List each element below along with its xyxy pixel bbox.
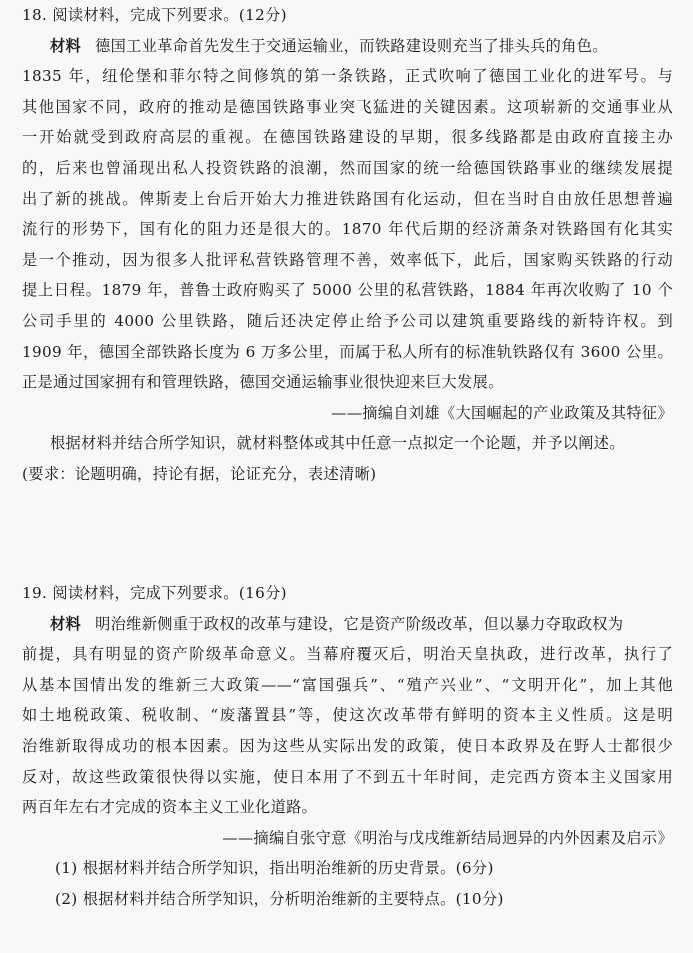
q18-text-line: 流行的形势下，国有化的阻力还是很大的。1870 年代后期的经济萧条对铁路国有化其实 [22, 220, 673, 239]
q18-source-citation: ——摘编自刘雄《大国崛起的产业政策及其特征》 [331, 403, 673, 422]
q19-text-line: 两百年左右才完成的资本主义工业化道路。 [22, 798, 318, 817]
q19-header: 19. 阅读材料，完成下列要求。(16分) [22, 584, 287, 602]
q19-material-first-line [22, 609, 673, 640]
q18-requirement: (要求：论题明确，持论有据，论证充分，表述清晰) [22, 464, 377, 483]
material-label: 材料 [50, 614, 82, 633]
q19-text-line: 明治维新侧重于政权的改革与建设，它是资产阶级改革，但以暴力夺取政权为 [95, 614, 624, 633]
question-19 [22, 578, 673, 915]
q19-text-line: 治维新取得成功的根本因素。因为这些从实际出发的政策，使日本政界及在野人士都很少 [22, 736, 673, 755]
q18-text-line: 其他国家不同，政府的推动是德国铁路事业突飞猛进的关键因素。这项崭新的交通事业从 [22, 97, 673, 116]
q19-text-line: 从基本国情出发的维新三大政策——“富国强兵”、“殖产兴业”、“文明开化”，加上其他 [22, 675, 673, 694]
q19-subquestion-2: (2) 根据材料并结合所学知识，分析明治维新的主要特点。(10分) [55, 889, 504, 908]
q18-text-line: 1835 年，纽伦堡和菲尔特之间修筑的第一条铁路，正式吹响了德国工业化的进军号。与 [22, 67, 673, 86]
q18-text-line: 正是通过国家拥有和管理铁路，德国交通运输事业很快迎来巨大发展。 [22, 373, 504, 392]
material-label: 材料 [50, 36, 82, 55]
q19-text-line: 反对，故这些政策很快得以实施，使日本用了不到五十年时间，走完西方资本主义国家用 [22, 767, 673, 786]
question-18 [22, 0, 673, 490]
q18-text-line: 出了新的挑战。俾斯麦上台后开始大力推进铁路国有化运动，但在当时自由放任思想普遍 [22, 189, 673, 208]
q19-subquestion-1: (1) 根据材料并结合所学知识，指出明治维新的历史背景。(6分) [55, 859, 494, 878]
q18-material-first-line [22, 31, 673, 62]
q18-text-line: 公司手里的 4000 公里铁路，随后还决定停止给予公司以建筑重要路线的新特许权。到 [22, 311, 673, 330]
q18-task: 根据材料并结合所学知识，就材料整体或其中任意一点拟定一个论题，并予以阐述。 [50, 434, 625, 453]
q18-text-line: 是一个推动，因为很多人批评私营铁路管理不善，效率低下，此后，国家购买铁路的行动 [22, 250, 673, 269]
q19-text-line: 如土地税政策、税收制、“废藩置县”等，使这次改革带有鲜明的资本主义性质。这是明 [22, 706, 673, 725]
q18-text-line: 一开始就受到政府高层的重视。在德国铁路建设的早期，很多线路都是由政府直接主办 [22, 128, 673, 147]
q18-header: 18. 阅读材料，完成下列要求。(12分) [22, 6, 287, 24]
q18-text-line: 的，后来也曾涌现出私人投资铁路的浪潮，然而国家的统一给德国铁路事业的继续发展提 [22, 158, 673, 177]
q18-text-line: 德国工业革命首先发生于交通运输业，而铁路建设则充当了排头兵的角色。 [95, 36, 608, 55]
q19-text-line: 前提，具有明显的资产阶级革命意义。当幕府覆灭后，明治天皇执政，进行改革，执行了 [22, 645, 673, 664]
q18-text-line: 提上日程。1879 年，普鲁士政府购买了 5000 公里的私营铁路，1884 年再次收购了 10 个 [22, 281, 673, 300]
q19-source-citation: ——摘编自张守意《明治与戊戌维新结局迥异的内外因素及启示》 [222, 828, 673, 847]
q18-text-line: 1909 年，德国全部铁路长度为 6 万多公里，而属于私人所有的标准轨铁路仅有 3600 公里。 [22, 342, 673, 361]
